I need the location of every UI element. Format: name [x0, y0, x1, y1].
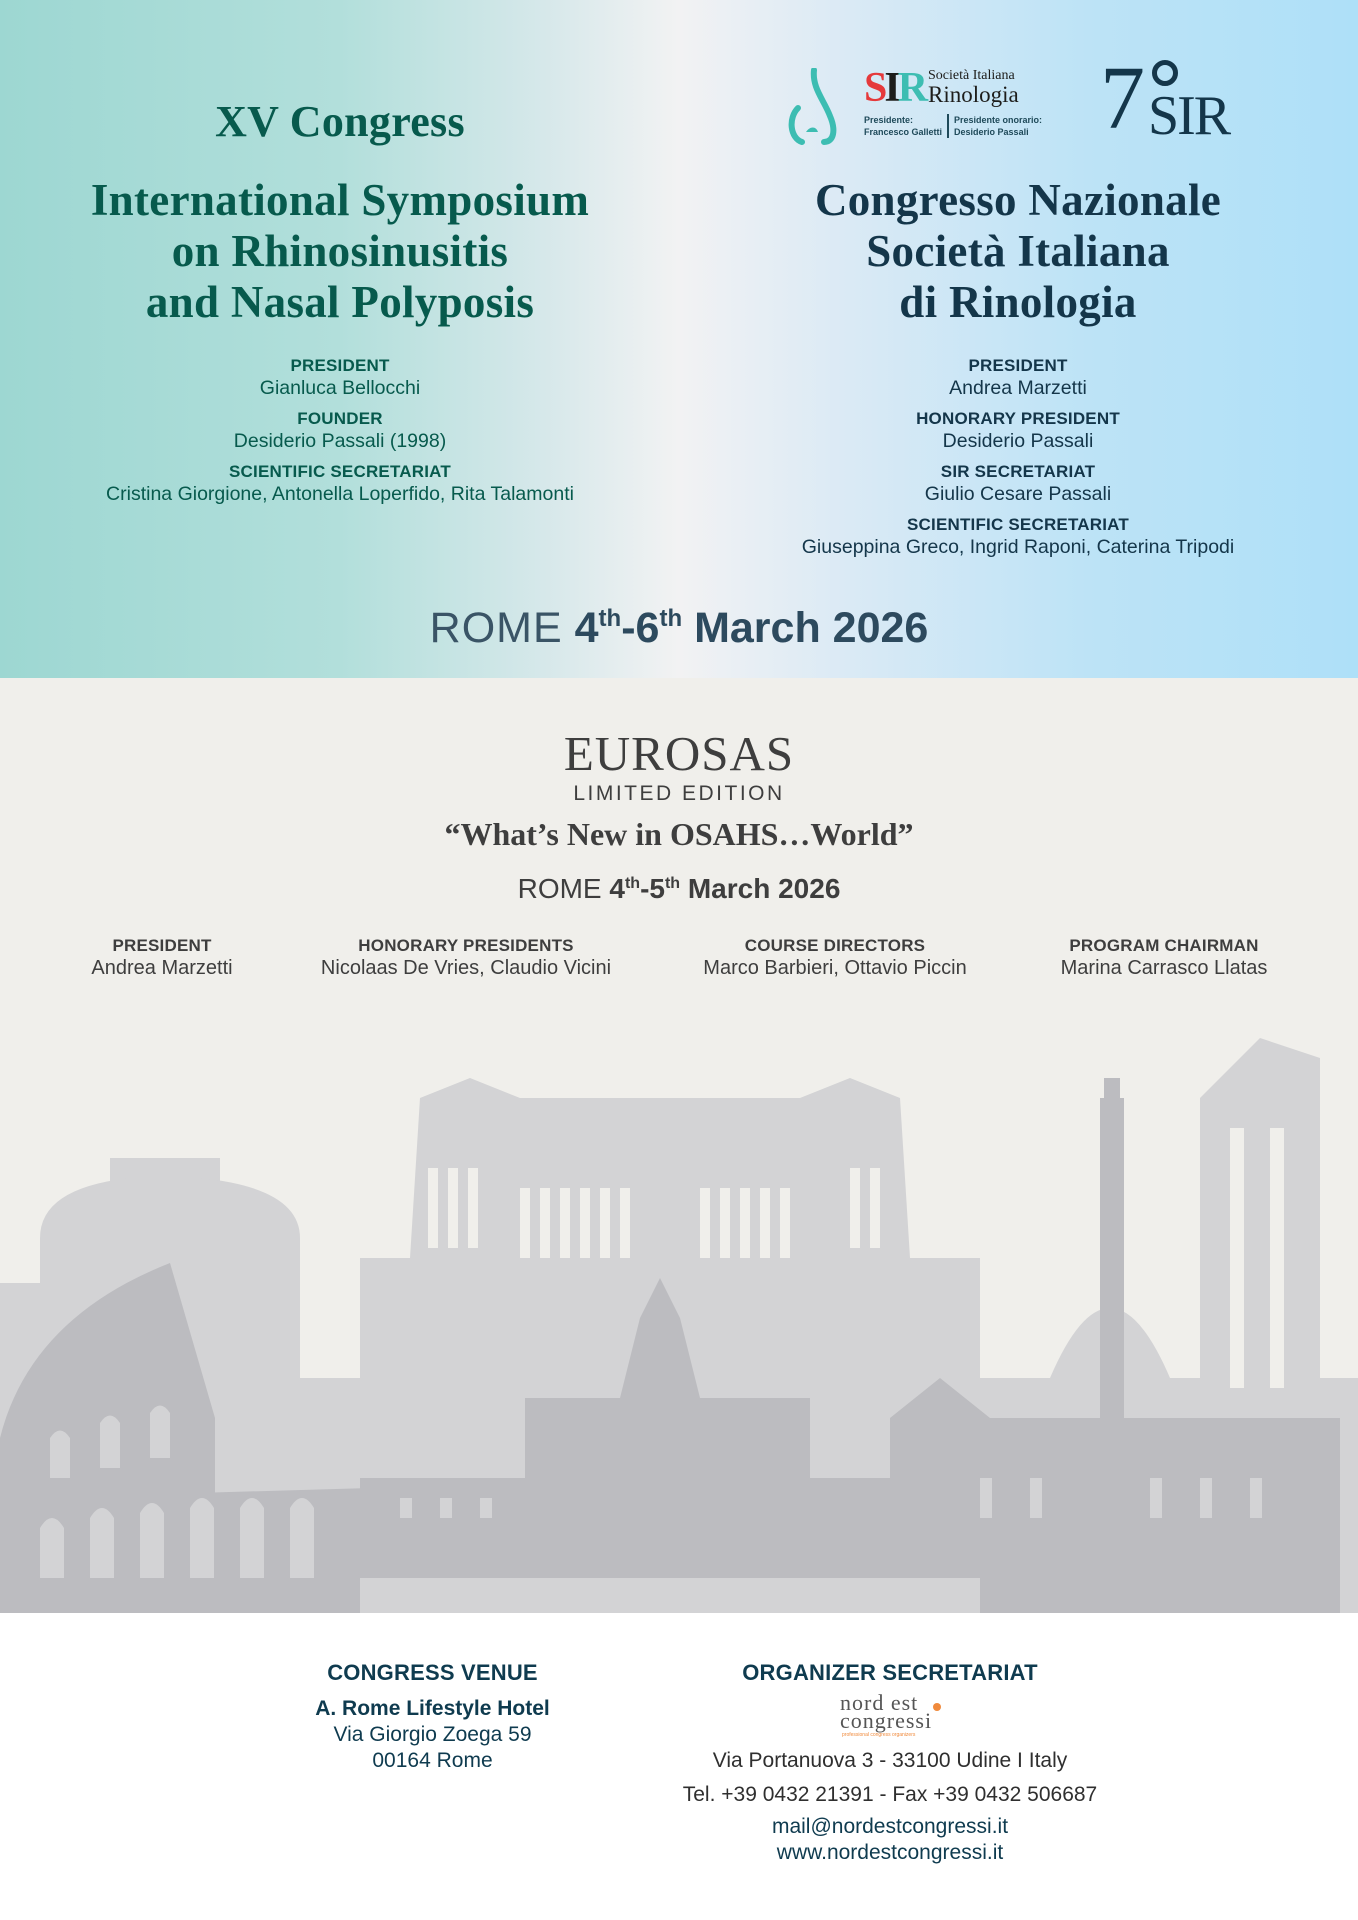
- venue-city: 00164 Rome: [372, 1749, 493, 1772]
- organizer-phone: Tel. +39 0432 21391 - Fax +39 0432 506687: [682, 1783, 1098, 1806]
- role-program-chairman: PROGRAM CHAIRMAN Marina Carrasco Llatas: [1060, 936, 1268, 979]
- role-president: PRESIDENT Andrea Marzetti: [91, 936, 233, 979]
- organizer-heading: ORGANIZER SECRETARIAT: [742, 1660, 1038, 1685]
- congress-header: XV Congress International Symposium on Rhinosinusitis and Nasal Polyposis PRESIDENT Gianluca Bellocchi FOUNDER Desiderio Passali (1998) SCIENTIFIC SECRETARIAT Cristina Giorgione, Antonella Loperfido, Rita Talamonti SIR Società Italiana Rinologia Presidente: Francesco Galletti Presidente onorario: Desiderio Passali 7 SIR Congresso Nazionale Società Italiana di Rinologia PRESIDENT Andrea Marzetti HONORARY PRESIDENT Desiderio Passali SIR SECRETARIAT Giulio Cesare Passali SCIENTIFIC SECRETARIAT Giuseppina Greco, Ingrid Raponi, Caterina Tripodi ROME 4th-6th March 2026: [0, 0, 1358, 678]
- role-founder: FOUNDER Desiderio Passali (1998): [233, 409, 447, 452]
- symposium-title: [40, 175, 640, 328]
- role-honorary-presidents: HONORARY PRESIDENTS Nicolaas De Vries, Claudio Vicini: [320, 936, 612, 979]
- orange-dot-icon: [933, 1703, 941, 1711]
- organizer-address: Via Portanuova 3 - 33100 Udine I Italy: [712, 1749, 1068, 1772]
- venue-name: A. Rome Lifestyle Hotel: [315, 1697, 550, 1720]
- role-course-directors: COURSE DIRECTORS Marco Barbieri, Ottavio Piccin: [703, 936, 967, 979]
- nordest-congressi-logo: nord est congressi professional congress organizers: [830, 1692, 950, 1742]
- venue-street: Via Giorgio Zoega 59: [333, 1723, 532, 1746]
- title-line: and Nasal Polyposis: [145, 277, 535, 327]
- organizer-secretariat: [640, 1660, 1140, 1866]
- nose-logo-icon: [784, 68, 854, 148]
- sir-congress-title: [738, 175, 1298, 328]
- eurosas-section: [0, 678, 1358, 1613]
- congress-edition: XV Congress: [215, 97, 465, 146]
- eurosas-quote: “What’s New in OSAHS…World”: [444, 816, 914, 852]
- role-scientific-secretariat: SCIENTIFIC SECRETARIAT Cristina Giorgione, Antonella Loperfido, Rita Talamonti: [106, 462, 574, 505]
- title-line: Congresso Nazionale: [814, 175, 1222, 225]
- role-scientific-secretariat: SCIENTIFIC SECRETARIAT Giuseppina Greco, Ingrid Raponi, Caterina Tripodi: [801, 515, 1235, 558]
- eurosas-title: EUROSAS: [563, 726, 795, 781]
- title-line: International Symposium: [90, 175, 590, 225]
- organizer-email-link[interactable]: mail@nordestcongressi.it: [771, 1815, 1009, 1838]
- footer-info: [0, 1613, 1358, 1920]
- title-line: di Rinologia: [899, 277, 1137, 327]
- title-line: Società Italiana: [866, 226, 1170, 276]
- title-line: on Rhinosinusitis: [171, 226, 509, 276]
- sir-logo-presidents: Presidente: Francesco Galletti Presidente onorario: Desiderio Passali: [864, 115, 1043, 137]
- sir-roles: [738, 356, 1298, 568]
- role-president: PRESIDENT Gianluca Bellocchi: [259, 356, 421, 399]
- organizer-website-link[interactable]: www.nordestcongressi.it: [776, 1841, 1004, 1864]
- role-president: PRESIDENT Andrea Marzetti: [949, 356, 1087, 399]
- role-sir-secretariat: SIR SECRETARIAT Giulio Cesare Passali: [924, 462, 1112, 505]
- sir-monogram: SIR: [864, 65, 926, 111]
- eurosas-subtitle: LIMITED EDITION: [573, 782, 785, 805]
- sir-society-name: Società Italiana Rinologia: [928, 68, 1019, 107]
- degree-icon: [1152, 60, 1178, 86]
- congress-date: ROME 4th-6th March 2026: [429, 604, 929, 652]
- congress-venue: [280, 1660, 585, 1774]
- eurosas-date: ROME 4th-5th March 2026: [517, 873, 841, 904]
- symposium-roles: [40, 356, 640, 515]
- venue-heading: CONGRESS VENUE: [327, 1660, 538, 1685]
- role-honorary-president: HONORARY PRESIDENT Desiderio Passali: [916, 409, 1120, 452]
- eurosas-heading: [0, 728, 1358, 906]
